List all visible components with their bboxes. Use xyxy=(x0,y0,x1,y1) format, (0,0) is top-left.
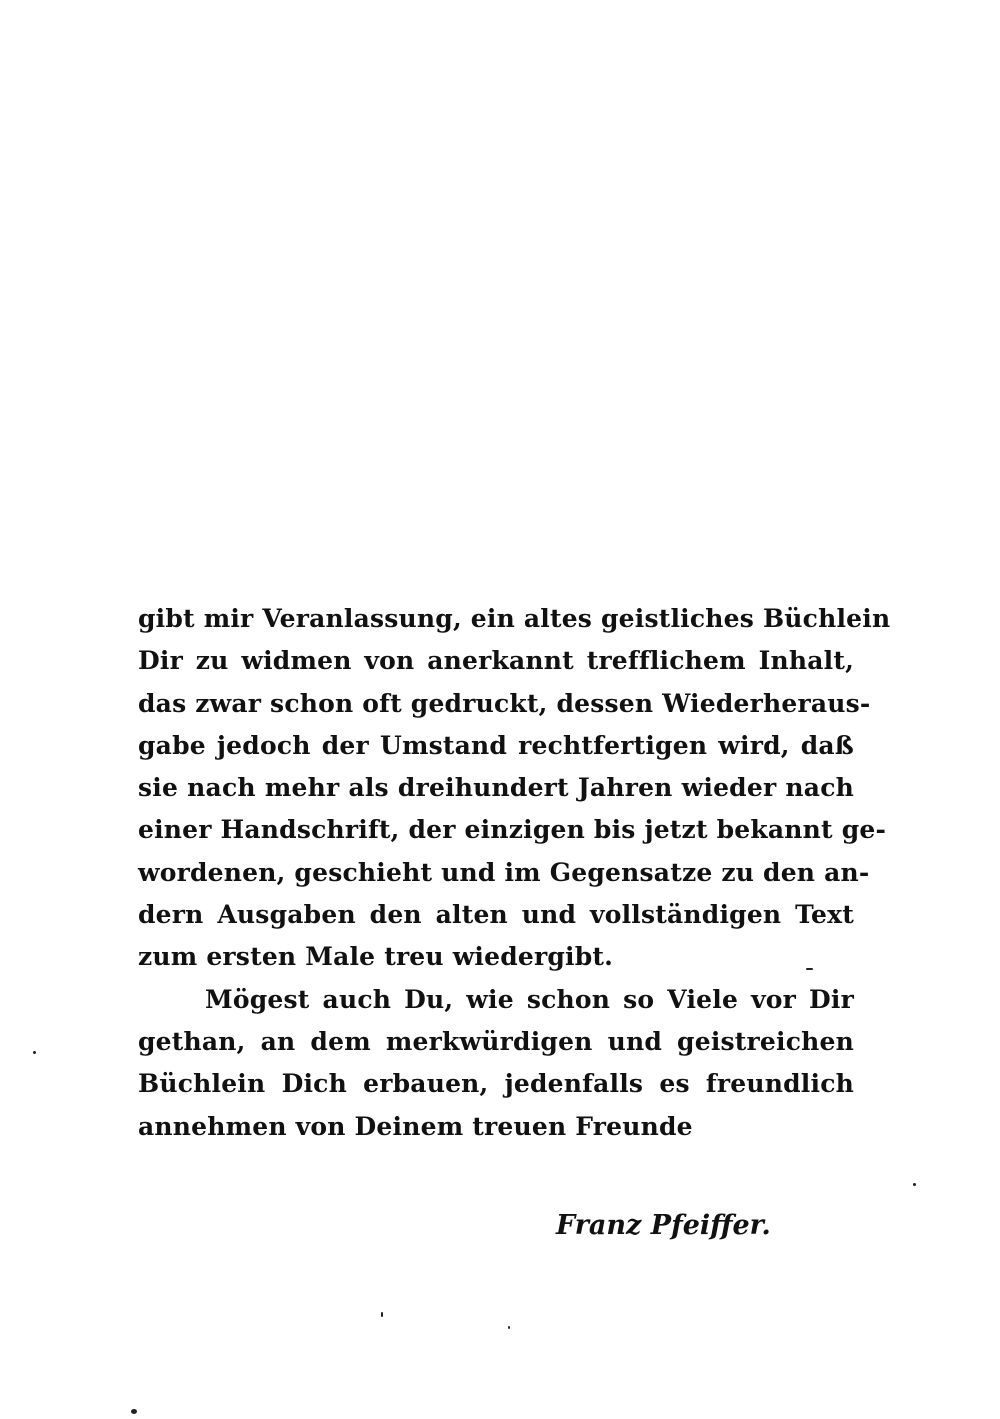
text-line: dern Ausgaben den alten und vollständigen Text xyxy=(138,900,854,930)
text-line: gabe jedoch der Umstand rechtfertigen wird, daß xyxy=(138,730,854,760)
print-speck xyxy=(508,1326,510,1329)
print-speck xyxy=(33,1051,36,1054)
text-line: annehmen von Deinem treuen Freunde xyxy=(138,1111,693,1141)
print-speck xyxy=(806,968,813,970)
text-line: Dir zu widmen von anerkannt trefflichem Inhalt, xyxy=(138,646,854,676)
text-line: wordenen, geschieht und im Gegensatze zu den an- xyxy=(138,857,870,887)
text-line: gethan, an dem merkwürdigen und geistreichen xyxy=(138,1026,854,1056)
text-line: zum ersten Male treu wiedergibt. xyxy=(138,942,614,972)
text-line: Büchlein Dich erbauen, jedenfalls es freundlich xyxy=(138,1069,854,1099)
text-line: das zwar schon oft gedruckt, dessen Wiederheraus- xyxy=(138,688,871,718)
text-line: Mögest auch Du, wie schon so Viele vor Dir xyxy=(205,984,854,1014)
text-line: gibt mir Veranlassung, ein altes geistliches Büchlein xyxy=(138,604,891,633)
signature: Franz Pfeiffer. xyxy=(556,1210,771,1241)
print-speck xyxy=(913,1183,916,1186)
dedication-text xyxy=(138,598,891,1148)
text-line: einer Handschrift, der einzigen bis jetzt bekannt ge- xyxy=(138,815,887,845)
print-speck xyxy=(131,1409,137,1414)
text-line: sie nach mehr als dreihundert Jahren wieder nach xyxy=(138,773,854,803)
print-speck xyxy=(381,1312,383,1317)
